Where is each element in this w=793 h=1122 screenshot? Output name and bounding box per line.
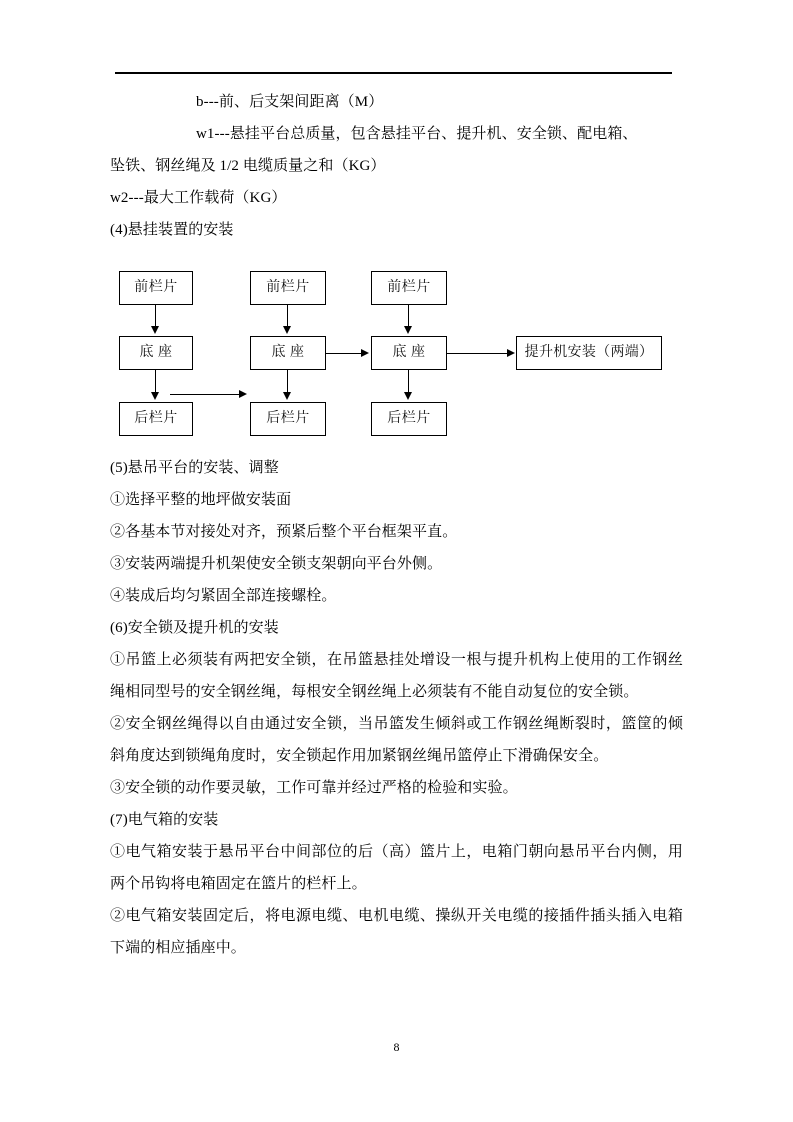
list-item-6-1: ①吊篮上必须装有两把安全锁，在吊篮悬挂处增设一根与提升机构上使用的工作钢丝绳相同型号的安全钢丝绳，每根安全钢丝绳上必须装有不能自动复位的安全锁。	[110, 652, 683, 700]
flow-box-rear-rail-3: 后栏片	[371, 402, 447, 436]
connector-front2-base2	[287, 305, 288, 328]
list-item-5-4: ④装成后均匀紧固全部连接螺栓。	[110, 588, 337, 604]
list-item-5-2: ②各基本节对接处对齐，预紧后整个平台框架平直。	[110, 524, 458, 540]
list-item-5-3: ③安装两端提升机架使安全锁支架朝向平台外侧。	[110, 556, 443, 572]
text-line-w1: w1---悬挂平台总质量，包含悬挂平台、提升机、安全锁、配电箱、	[196, 126, 638, 142]
connector-base2-base3	[326, 353, 362, 354]
connector-base1-rear1	[155, 370, 156, 394]
heading-section-5: (5)悬吊平台的安装、调整	[110, 460, 279, 476]
text-line-b: b---前、后支架间距离（M）	[196, 94, 384, 110]
connector-rear1-rear2	[170, 394, 240, 395]
installation-flowchart	[110, 262, 680, 444]
upper-text-block	[110, 86, 680, 246]
list-item-6-3: ③安全锁的动作要灵敏，工作可靠并经过严格的检验和实验。	[110, 780, 518, 796]
connector-front1-base1	[155, 305, 156, 328]
lower-text-block	[110, 452, 683, 964]
arrow-right-icon-base3-hoist	[507, 349, 515, 357]
text-line-w2: w2---最大工作载荷（KG）	[110, 190, 287, 206]
heading-section-6: (6)安全锁及提升机的安装	[110, 620, 279, 636]
header-divider	[115, 72, 672, 74]
arrow-right-icon-rear1-rear2	[239, 390, 247, 398]
heading-section-4: (4)悬挂装置的安装	[110, 222, 234, 238]
flow-box-rear-rail-2: 后栏片	[250, 402, 326, 436]
arrow-down-icon-front2-base2	[283, 326, 291, 334]
flow-box-front-rail-1: 前栏片	[119, 271, 193, 305]
flow-box-hoist-installation: 提升机安装（两端）	[516, 336, 662, 370]
heading-section-7: (7)电气箱的安装	[110, 812, 219, 828]
connector-base2-rear2	[287, 370, 288, 394]
flow-box-base-3: 底 座	[371, 336, 447, 370]
text-line-w1-continued: 坠铁、钢丝绳及 1/2 电缆质量之和（KG）	[110, 158, 386, 174]
list-item-6-2: ②安全钢丝绳得以自由通过安全锁，当吊篮发生倾斜或工作钢丝绳断裂时，篮筐的倾斜角度达到锁绳角度时，安全锁起作用加紧钢丝绳吊篮停止下滑确保安全。	[110, 716, 683, 764]
flow-box-base-1: 底 座	[119, 336, 193, 370]
arrow-down-icon-base2-rear2	[283, 392, 291, 400]
list-item-7-1: ①电气箱安装于悬吊平台中间部位的后（高）篮片上，电箱门朝向悬吊平台内侧，用两个吊钩将电箱固定在篮片的栏杆上。	[110, 844, 683, 892]
page-number: 8	[393, 1040, 400, 1054]
flow-box-rear-rail-1: 后栏片	[119, 402, 193, 436]
flow-box-front-rail-3: 前栏片	[371, 271, 447, 305]
connector-base3-rear3	[408, 370, 409, 394]
arrow-down-icon-base1-rear1	[151, 392, 159, 400]
connector-base3-hoist	[447, 353, 508, 354]
list-item-7-2: ②电气箱安装固定后，将电源电缆、电机电缆、操纵开关电缆的接插件插头插入电箱下端的相应插座中。	[110, 908, 683, 956]
arrow-right-icon-base2-base3	[361, 349, 369, 357]
flow-box-base-2: 底 座	[250, 336, 326, 370]
list-item-5-1: ①选择平整的地坪做安装面	[110, 492, 292, 508]
arrow-down-icon-base3-rear3	[404, 392, 412, 400]
connector-front3-base3	[408, 305, 409, 328]
arrow-down-icon-front3-base3	[404, 326, 412, 334]
arrow-down-icon-front1-base1	[151, 326, 159, 334]
flow-box-front-rail-2: 前栏片	[250, 271, 326, 305]
